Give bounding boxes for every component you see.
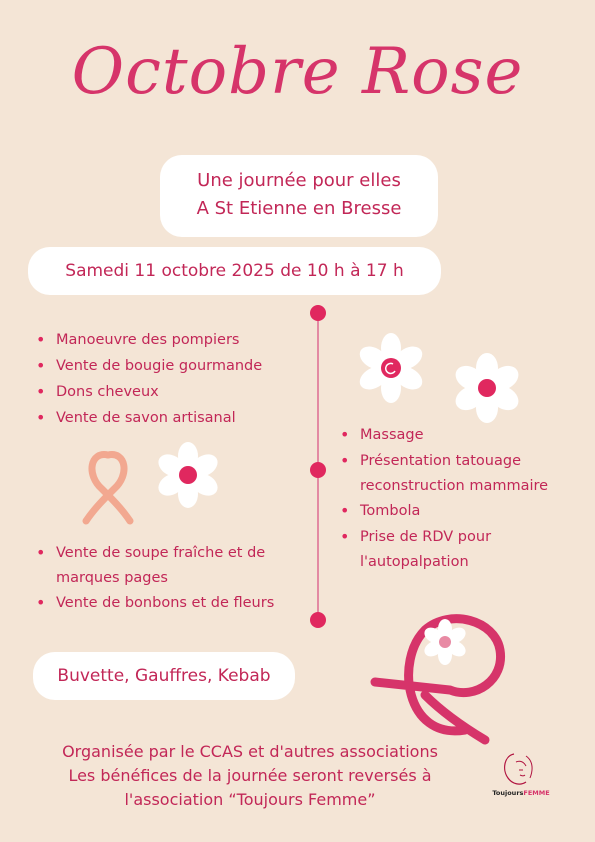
list-item: • Vente de savon artisanal <box>32 405 312 431</box>
list-item <box>32 590 312 616</box>
daisy-flower-icon <box>448 352 526 424</box>
footer-line-2: Les bénéfices de la journée seront reversés à <box>68 766 432 785</box>
footer-line-3: l'association “Toujours Femme” <box>124 790 376 809</box>
list-item-line: Massage <box>360 427 424 443</box>
woman-face-icon <box>486 748 556 790</box>
activity-list-left-top <box>32 327 312 431</box>
list-item: • Manoeuvre des pompiers <box>32 327 312 353</box>
list-item-line: Présentation tatouage <box>360 453 522 469</box>
daisy-flower-icon <box>153 440 223 510</box>
activity-list-right <box>336 422 586 574</box>
list-item <box>336 524 586 574</box>
date-banner: Samedi 11 octobre 2025 de 10 h à 17 h <box>28 247 441 295</box>
subtitle-line-2: A St Etienne en Bresse <box>196 198 402 219</box>
subtitle-line-1: Une journée pour elles <box>197 170 401 191</box>
activity-list-left-bottom <box>32 540 312 616</box>
daisy-flower-icon <box>355 332 427 404</box>
list-item-line: Prise de RDV pour <box>360 529 492 545</box>
list-item: • Vente de bougie gourmande <box>32 353 312 379</box>
list-item-line: reconstruction mammaire <box>360 478 549 494</box>
logo-text <box>486 789 556 797</box>
list-item: • Dons cheveux <box>32 379 312 405</box>
pink-ribbon-icon <box>365 590 525 750</box>
list-item <box>32 540 312 590</box>
list-item-line: Vente de soupe fraîche et de <box>56 545 266 561</box>
awareness-ribbon-icon <box>78 445 138 525</box>
timeline-dot-bottom <box>310 612 326 628</box>
footer-line-1: Organisée par le CCAS et d'autres associations <box>62 742 438 761</box>
organizer-footer <box>30 740 470 812</box>
timeline-dot-middle <box>310 462 326 478</box>
list-item <box>336 498 586 524</box>
toujours-femme-logo <box>486 748 556 808</box>
poster-title: Octobre Rose <box>71 35 524 109</box>
list-item <box>336 448 586 498</box>
list-item <box>336 422 586 448</box>
logo-word-2: FEMME <box>523 789 550 797</box>
list-item-line: l'autopalpation <box>360 554 469 570</box>
subtitle-box <box>160 155 438 237</box>
logo-word-1: Toujours <box>492 789 524 797</box>
list-item-line: marques pages <box>56 570 168 586</box>
list-item-line: Tombola <box>360 503 421 519</box>
list-item-line: Vente de bonbons et de fleurs <box>56 595 275 611</box>
buvette-banner: Buvette, Gauffres, Kebab <box>33 652 295 700</box>
timeline-dot-top <box>310 305 326 321</box>
